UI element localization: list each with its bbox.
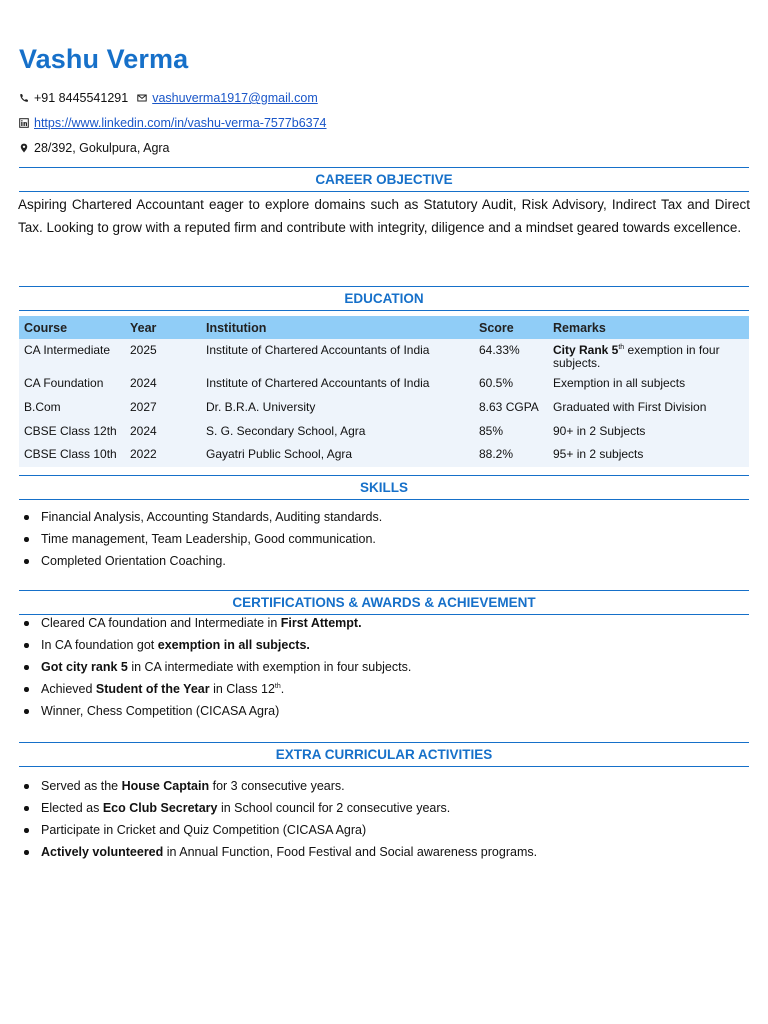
table-row <box>19 372 749 396</box>
table-row <box>19 339 749 372</box>
list-item: Financial Analysis, Accounting Standards, Auditing standards. <box>23 506 382 528</box>
cell-year: 2024 <box>130 424 157 438</box>
cell-year: 2022 <box>130 447 157 461</box>
item-text: Served as the <box>41 779 122 793</box>
certifications-list <box>23 612 411 722</box>
cell-course: CBSE Class 12th <box>24 424 117 438</box>
cell-remarks: Graduated with First Division <box>553 400 707 414</box>
item-text: in Class 12 <box>209 682 275 696</box>
cell-remarks: 95+ in 2 subjects <box>553 447 644 461</box>
cell-institution: Dr. B.R.A. University <box>206 400 316 414</box>
section-header-certifications: CERTIFICATIONS & AWARDS & ACHIEVEMENT <box>19 590 749 615</box>
item-superscript: th <box>274 682 281 690</box>
cell-institution: Institute of Chartered Accountants of India <box>206 376 430 390</box>
candidate-name: Vashu Verma <box>19 44 189 74</box>
contact-line-address <box>19 141 170 155</box>
item-text: Participate in Cricket and Quiz Competition (CICASA Agra) <box>41 823 367 837</box>
item-text: Cleared CA foundation and Intermediate in <box>41 616 281 630</box>
remarks-superscript: th <box>618 344 625 351</box>
email-link[interactable]: vashuverma1917@gmail.com <box>152 91 318 105</box>
contact-line-phone-email <box>19 91 318 105</box>
cell-score: 60.5% <box>479 376 514 390</box>
cell-course: CA Intermediate <box>24 343 111 357</box>
item-text: in CA intermediate with exemption in four subjects. <box>127 660 412 674</box>
header-year: Year <box>130 320 157 335</box>
item-text: Elected as <box>41 801 103 815</box>
phone-icon <box>19 93 29 103</box>
list-item <box>23 819 537 841</box>
table-row <box>19 420 749 443</box>
cell-course: CBSE Class 10th <box>24 447 117 461</box>
list-item <box>23 678 411 700</box>
item-text: Winner, Chess Competition (CICASA Agra) <box>41 704 280 718</box>
cell-score: 88.2% <box>479 447 514 461</box>
list-item <box>23 656 411 678</box>
list-item <box>23 797 537 819</box>
cell-remarks <box>553 339 749 372</box>
linkedin-icon <box>19 118 29 128</box>
cell-institution: Gayatri Public School, Agra <box>206 447 353 461</box>
item-text: for 3 consecutive years. <box>209 779 345 793</box>
contact-line-linkedin <box>19 116 327 130</box>
section-header-extra-curricular: EXTRA CURRICULAR ACTIVITIES <box>19 742 749 767</box>
table-row <box>19 396 749 420</box>
header-course: Course <box>24 320 68 335</box>
career-objective-text: Aspiring Chartered Accountant eager to explore domains such as Statutory Audit, Risk Advisory, Indirect Tax and Direct Tax. Looking to grow with a reputed firm and contribute with integrity, diligence and a mindset geared towards excellence. <box>18 197 750 235</box>
remarks-city-rank: City Rank 5 <box>553 343 619 357</box>
list-item <box>23 841 537 863</box>
item-text: Achieved <box>41 682 96 696</box>
item-emphasis: Got city rank 5 <box>41 660 128 674</box>
linkedin-link[interactable]: https://www.linkedin.com/in/vashu-verma-7577b6374 <box>34 116 327 130</box>
table-row <box>19 443 749 467</box>
item-text: in School council for 2 consecutive years. <box>217 801 451 815</box>
item-emphasis: Student of the Year <box>95 682 210 696</box>
header-remarks: Remarks <box>553 320 606 335</box>
extra-curricular-list <box>23 775 537 863</box>
item-text: in Annual Function, Food Festival and Social awareness programs. <box>163 845 538 859</box>
header-score: Score <box>479 320 514 335</box>
item-emphasis: First Attempt. <box>280 616 362 630</box>
phone-number: +91 8445541291 <box>34 91 129 105</box>
cell-remarks: Exemption in all subjects <box>553 376 686 390</box>
cell-course: CA Foundation <box>24 376 104 390</box>
list-item: Completed Orientation Coaching. <box>23 550 382 572</box>
section-header-education: EDUCATION <box>19 286 749 311</box>
section-header-skills: SKILLS <box>19 475 749 500</box>
cell-institution: Institute of Chartered Accountants of India <box>206 343 430 357</box>
item-emphasis: exemption in all subjects. <box>157 638 310 652</box>
address-text: 28/392, Gokulpura, Agra <box>34 141 170 155</box>
cell-remarks: 90+ in 2 Subjects <box>553 424 646 438</box>
list-item <box>23 634 411 656</box>
cell-institution: S. G. Secondary School, Agra <box>206 424 366 438</box>
item-text: In CA foundation got <box>41 638 158 652</box>
list-item: Time management, Team Leadership, Good communication. <box>23 528 382 550</box>
list-item <box>23 775 537 797</box>
item-emphasis: Eco Club Secretary <box>102 801 218 815</box>
cell-score: 8.63 CGPA <box>479 400 539 414</box>
cell-year: 2027 <box>130 400 157 414</box>
education-table-header <box>19 316 749 339</box>
skills-list <box>23 506 382 572</box>
cell-score: 85% <box>479 424 504 438</box>
list-item <box>23 700 411 722</box>
mail-icon <box>137 93 147 103</box>
location-pin-icon <box>19 143 29 153</box>
cell-score: 64.33% <box>479 343 520 357</box>
cell-year: 2025 <box>130 343 157 357</box>
remarks-rest: exemption in four subjects. <box>553 343 720 370</box>
item-emphasis: Actively volunteered <box>41 845 164 859</box>
section-header-career-objective: CAREER OBJECTIVE <box>19 167 749 192</box>
item-emphasis: House Captain <box>121 779 210 793</box>
education-table <box>19 316 749 467</box>
list-item <box>23 612 411 634</box>
header-institution: Institution <box>206 320 267 335</box>
cell-course: B.Com <box>24 400 61 414</box>
item-text: . <box>280 682 285 696</box>
cell-year: 2024 <box>130 376 157 390</box>
